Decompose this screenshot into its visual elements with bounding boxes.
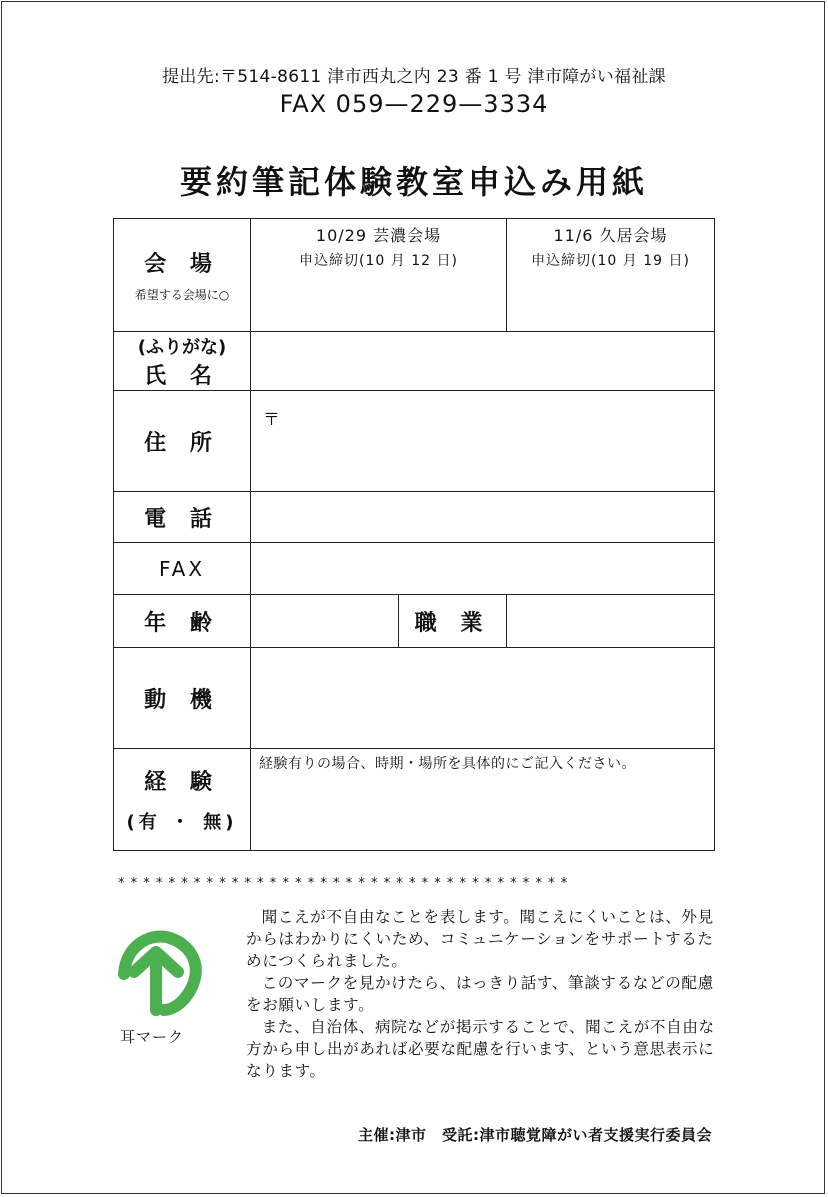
venue-row xyxy=(114,219,715,332)
ear-mark-description xyxy=(246,906,716,1082)
name-label: 氏 名 xyxy=(144,363,220,389)
venue1-deadline: 申込締切(10 月 12 日) xyxy=(299,253,458,269)
experience-label-cell xyxy=(114,749,251,851)
address-label-cell xyxy=(114,391,251,492)
venue-hint: 希望する会場に○ xyxy=(134,288,230,302)
experience-row xyxy=(114,749,715,851)
venue-option-hisai[interactable] xyxy=(507,219,715,332)
submit-address: 提出先:〒514-8611 津市西丸之内 23 番 1 号 津市障がい福祉課 xyxy=(162,67,666,87)
separator-stars: ************************************ xyxy=(118,876,574,891)
fax-field[interactable] xyxy=(251,543,715,595)
age-label: 年 齢 xyxy=(144,610,220,636)
occupation-field[interactable] xyxy=(507,595,715,648)
motive-row xyxy=(114,648,715,749)
description-paragraph-3: また、自治体、病院などが掲示することで、聞こえが不自由な方から申し出があれば必要な配慮を行います、という意思表示になります。 xyxy=(246,1018,715,1080)
venue-label-cell xyxy=(114,219,251,332)
application-form xyxy=(113,218,715,851)
phone-label: 電 話 xyxy=(144,506,220,532)
experience-label: 経 験 xyxy=(144,770,220,795)
description-paragraph-2: このマークを見かけたら、はっきり話す、筆談するなどの配慮をお願いします。 xyxy=(246,974,714,1014)
age-field[interactable] xyxy=(251,595,399,648)
fax-row xyxy=(114,543,715,595)
experience-field[interactable] xyxy=(251,749,715,851)
postal-mark: 〒 xyxy=(263,410,280,430)
page-title: 要約筆記体験教室申込み用紙 xyxy=(179,163,648,201)
ear-mark-caption: 耳マーク xyxy=(120,1028,185,1046)
occupation-label: 職 業 xyxy=(414,610,491,636)
name-label-cell xyxy=(114,332,251,391)
experience-options[interactable]: (有 ・ 無) xyxy=(126,812,238,833)
motive-label-cell xyxy=(114,648,251,749)
occupation-label-cell xyxy=(399,595,507,648)
venue2-name: 11/6 久居会場 xyxy=(553,226,668,245)
fax-number: FAX 059—229—3334 xyxy=(279,90,549,118)
age-label-cell xyxy=(114,595,251,648)
organizer-footer: 主催:津市 受託:津市聴覚障がい者支援実行委員会 xyxy=(358,1126,712,1144)
venue1-name: 10/29 芸濃会場 xyxy=(315,226,442,245)
motive-label: 動 機 xyxy=(144,687,220,713)
fax-label-cell xyxy=(114,543,251,595)
age-occupation-row xyxy=(114,595,715,648)
phone-field[interactable] xyxy=(251,492,715,543)
venue2-deadline: 申込締切(10 月 19 日) xyxy=(531,253,690,269)
venue-label: 会 場 xyxy=(144,252,220,277)
motive-field[interactable] xyxy=(251,648,715,749)
name-row xyxy=(114,332,715,391)
furigana-label: (ふりがな) xyxy=(137,336,227,358)
venue-option-geino[interactable] xyxy=(251,219,507,332)
address-field[interactable] xyxy=(251,391,715,492)
fax-label: FAX xyxy=(158,556,206,581)
address-label: 住 所 xyxy=(144,430,220,456)
experience-note: 経験有りの場合、時期・場所を具体的にご記入ください。 xyxy=(259,756,636,772)
name-field[interactable] xyxy=(251,332,715,391)
description-paragraph-1: 聞こえが不自由なことを表します。聞こえにくいことは、外見からはわかりにくいため、コミュニケーションをサポートするためにつくられました。 xyxy=(246,908,714,970)
phone-label-cell xyxy=(114,492,251,543)
address-row xyxy=(114,391,715,492)
phone-row xyxy=(114,492,715,543)
